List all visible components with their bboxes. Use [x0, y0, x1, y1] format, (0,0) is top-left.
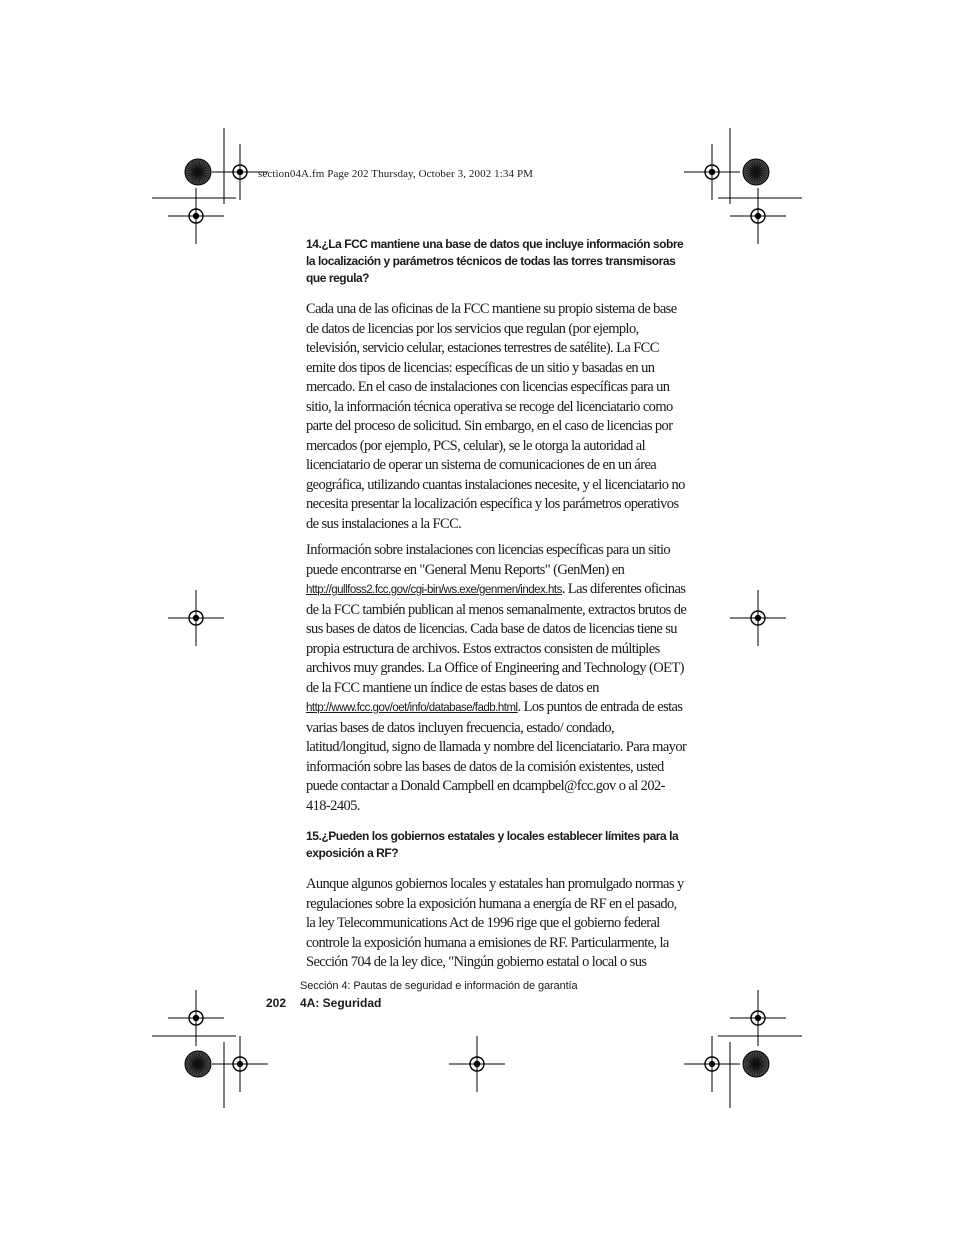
paragraph-text: . Las diferentes oficinas de la FCC también publican al menos semanalmente, extractos brutos de sus bases de datos de licencias. Cada base de datos de licencias tiene su propia estructura de archivos. Estos extractos consisten de múltiples archivos muy grandes. La Office of Engineering and Technology (OET) de la FCC mantiene un índice de estas bases de datos en	[306, 581, 687, 696]
paragraph-text: Información sobre instalaciones con licencias específicas para un sitio puede encontrarse en "General Menu Reports" (GenMen) en	[306, 542, 671, 578]
color-starburst-icon	[185, 1051, 211, 1077]
registration-target-icon	[730, 590, 786, 646]
question-15-paragraph-1: Aunque algunos gobiernos locales y estatales han promulgado normas y regulaciones sobre la exposición humana a energía de RF en el pasado, la ley Telecommunications Act de 1996 rige que el gobierno federal controle la exposición humana a emisiones de RF. Particularmente, la Sección 704 de la ley dice, "Ningún gobierno estatal o local o sus	[306, 876, 684, 970]
registration-target-icon	[684, 144, 740, 200]
oet-database-link[interactable]: http://www.fcc.gov/oet/info/database/fadb.html	[306, 702, 518, 714]
color-starburst-icon	[185, 159, 211, 185]
footer-chapter-title: 4A: Seguridad	[300, 996, 382, 1010]
color-starburst-icon	[743, 1051, 769, 1077]
paragraph-text: . Los puntos de entrada de estas varias bases de datos incluyen frecuencia, estado/ condado, latitud/longitud, signo de llamada y nombre del licenciatario. Para mayor información sobre las bases de datos de la comisión existentes, usted puede contactar a Donald Campbell en dcampbel@fcc.gov o al 202-418-2405.	[306, 699, 687, 814]
main-content	[306, 236, 688, 973]
registration-target-icon	[212, 1036, 268, 1092]
registration-target-icon	[684, 1036, 740, 1092]
file-header-slug: section04A.fm Page 202 Thursday, October 3, 2002 1:34 PM	[258, 168, 534, 180]
registration-target-icon	[730, 188, 786, 244]
page-number: 202	[266, 996, 287, 1010]
question-14-heading: 14.¿La FCC mantiene una base de datos que incluye información sobre la localización y parámetros técnicos de todas las torres transmisoras que regula?	[306, 237, 684, 285]
registration-target-icon	[168, 990, 224, 1046]
registration-target-icon	[449, 1036, 505, 1092]
registration-target-icon	[730, 990, 786, 1046]
footer-section-title: Sección 4: Pautas de seguridad e información de garantía	[300, 980, 578, 992]
registration-target-icon	[168, 188, 224, 244]
color-starburst-icon	[743, 159, 769, 185]
registration-target-icon	[168, 590, 224, 646]
question-14-paragraph-2	[306, 541, 688, 816]
genmen-link[interactable]: http://gullfoss2.fcc.gov/cgi-bin/ws.exe/genmen/index.hts	[306, 584, 562, 596]
question-15-heading: 15.¿Pueden los gobiernos estatales y locales establecer límites para la exposición a RF?	[306, 829, 679, 860]
question-14-paragraph-1: Cada una de las oficinas de la FCC mantiene su propio sistema de base de datos de licencias por los servicios que regulan (por ejemplo, televisión, servicio celular, estaciones terrestres de satélite). La FCC emite dos tipos de licencias: específicas de un sitio y basadas en un mercado. En el caso de instalaciones con licencias específicas para un sitio, la información técnica operativa se recoge del licenciatario como parte del proceso de solicitud. Sin embargo, en el caso de licencias por mercados (por ejemplo, PCS, celular), se le otorga la autoridad al licenciatario de operar un sistema de comunicaciones de en un área geográfica, utilizando cuantas instalaciones necesite, y el licenciatario no necesita presentar la localización específica y los parámetros operativos de sus instalaciones a la FCC.	[306, 301, 685, 532]
